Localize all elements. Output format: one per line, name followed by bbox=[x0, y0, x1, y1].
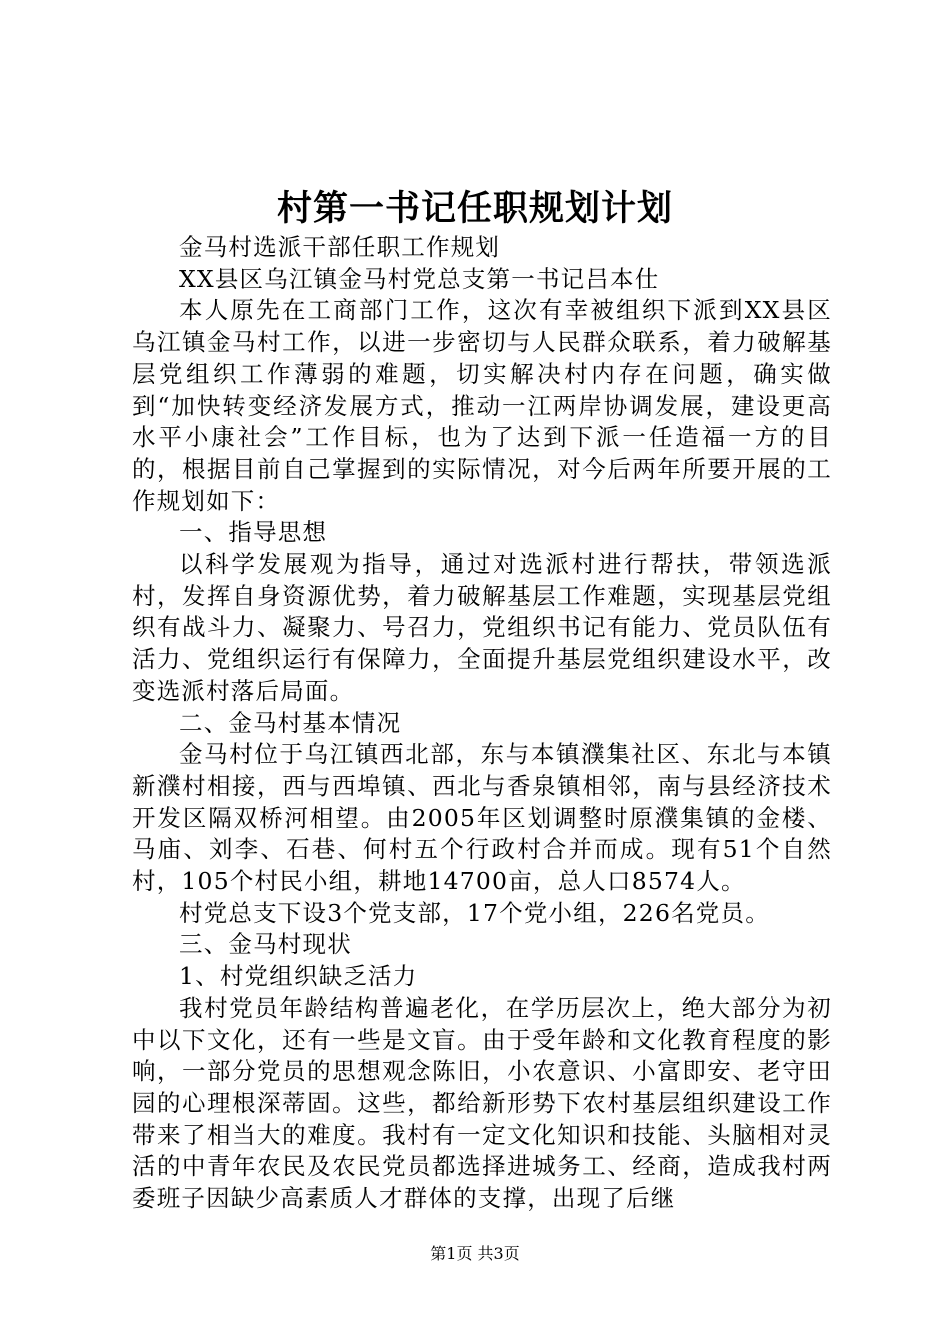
section-heading-basic-info: 二、金马村基本情况 bbox=[179, 708, 402, 737]
document-body bbox=[132, 232, 832, 1215]
paragraph-author: XX县区乌江镇金马村党总支第一书记吕本仕 bbox=[179, 264, 660, 293]
paragraph-guiding-thought: 以科学发展观为指导，通过对选派村进行帮扶，带领选派村，发挥自身资源优势，着力破解基层工作难题，实现基层党组织有战斗力、凝聚力、号召力，党组织书记有能力、党员队伍有活力、党组织运行有保障力，全面提升基层党组织建设水平，改变选派村落后局面。 bbox=[132, 550, 832, 705]
paragraph-party-stats: 村党总支下设3个党支部，17个党小组，226名党员。 bbox=[179, 898, 770, 927]
paragraph-basic-info: 金马村位于乌江镇西北部，东与本镇濮集社区、东北与本镇新濮村相接，西与西埠镇、西北与香泉镇相邻，南与县经济技术开发区隔双桥河相望。由2005年区划调整时原濮集镇的金楼、马庙、刘李、石巷、何村五个行政村合并而成。现有51个自然村，105个村民小组，耕地14700亩，总人口8574人。 bbox=[132, 740, 832, 896]
document-title: 村第一书记任职规划计划 bbox=[276, 188, 673, 229]
section-heading-current-status: 三、金马村现状 bbox=[179, 930, 352, 959]
subsection-heading-lack-of-vitality: 1、村党组织缺乏活力 bbox=[179, 962, 418, 991]
section-heading-guiding-thought: 一、指导思想 bbox=[179, 518, 328, 547]
paragraph-subtitle: 金马村选派干部任职工作规划 bbox=[179, 233, 501, 261]
paragraph-lack-of-vitality: 我村党员年龄结构普遍老化，在学历层次上，绝大部分为初中以下文化，还有一些是文盲。由于受年龄和文化教育程度的影响，一部分党员的思想观念陈旧，小农意识、小富即安、老守田园的心理根深蒂固。这些，都给新形势下农村基层组织建设工作带来了相当大的难度。我村有一定文化知识和技能、头脑相对灵活的中青年农民及农民党员都选择进城务工、经商，造成我村两委班子因缺少高素质人才群体的支撑，出现了后继 bbox=[132, 993, 832, 1213]
paragraph-intro: 本人原先在工商部门工作，这次有幸被组织下派到XX县区乌江镇金马村工作，以进一步密切与人民群众联系，着力破解基层党组织工作薄弱的难题，切实解决村内存在问题，确实做到“加快转变经济发展方式，推动一江两岸协调发展，建设更高水平小康社会”工作目标，也为了达到下派一任造福一方的目的，根据目前自己掌握到的实际情况，对今后两年所要开展的工作规划如下： bbox=[132, 296, 832, 515]
page-footer: 第1页 共3页 bbox=[430, 1244, 520, 1263]
